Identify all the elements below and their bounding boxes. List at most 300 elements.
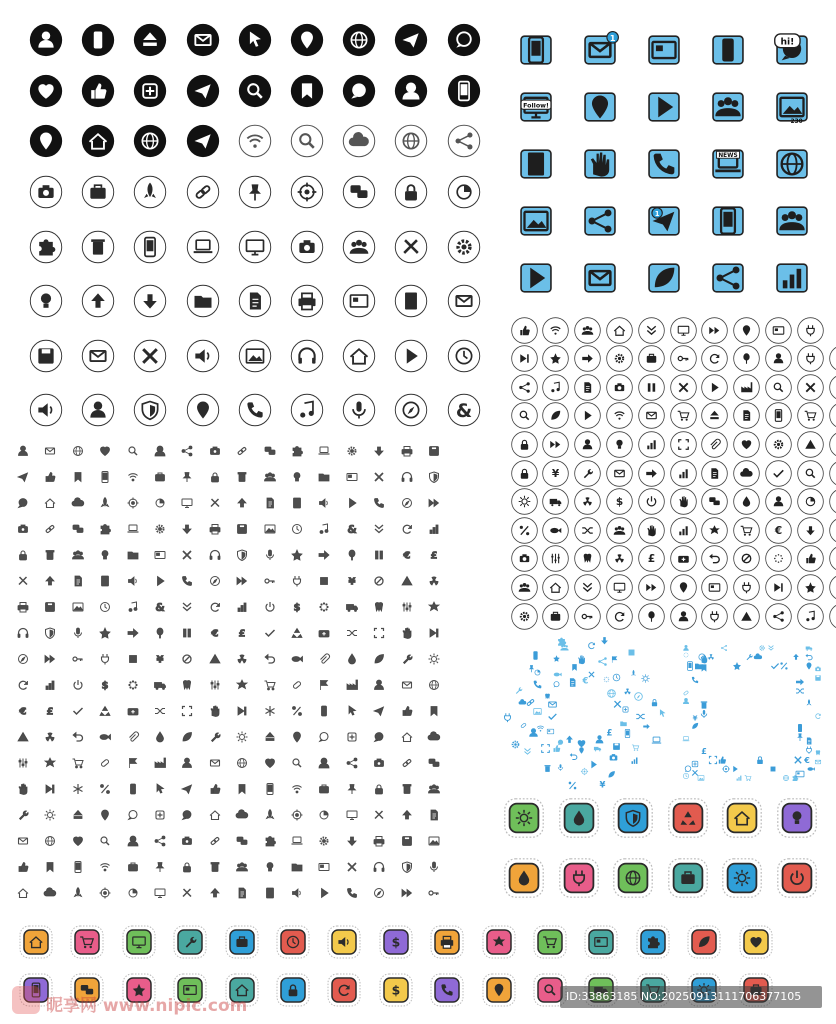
lock-icon — [394, 175, 428, 209]
compass-icon — [205, 571, 225, 591]
sticker-wrench-icon — [170, 922, 210, 962]
truck-icon — [342, 597, 362, 617]
cross-icon — [369, 467, 389, 487]
home-icon — [81, 124, 115, 158]
star6-icon — [424, 597, 444, 617]
cluster-round-yen-icon — [594, 776, 611, 793]
mail-icon — [205, 753, 225, 773]
save-icon — [29, 339, 63, 373]
pound-icon — [424, 545, 444, 565]
svg-text:£: £ — [606, 728, 613, 739]
cloud-icon — [424, 727, 444, 747]
monitor-icon — [150, 883, 170, 903]
round-recycle-icon — [829, 460, 836, 487]
round-pie-icon — [797, 488, 824, 515]
cluster-square-doc-icon — [802, 734, 816, 748]
round-cloud-icon — [733, 460, 760, 487]
flat-laptop-icon — [705, 141, 751, 187]
compass-icon — [369, 883, 389, 903]
avatar-icon — [150, 441, 170, 461]
round-camera-icon — [511, 545, 538, 572]
svg-text:&: & — [155, 601, 165, 614]
globe-icon — [133, 124, 167, 158]
eject-icon — [68, 805, 88, 825]
round-euro-icon — [765, 517, 792, 544]
mail-icon — [186, 23, 220, 57]
round-cart-icon — [797, 402, 824, 429]
euro-icon — [13, 701, 33, 721]
round-camera-icon — [606, 374, 633, 401]
svg-text:€: € — [403, 550, 411, 562]
svg-text:&: & — [455, 400, 472, 422]
gear-icon — [342, 441, 362, 461]
bag-icon — [150, 467, 170, 487]
sticker-dollar-icon — [376, 970, 416, 1010]
mail-icon — [447, 284, 481, 318]
printer-icon — [397, 441, 417, 461]
thumbtack-icon — [177, 467, 197, 487]
blue-icon-cluster-circle — [500, 632, 670, 792]
tree-icon — [342, 545, 362, 565]
svg-text:hi!: hi! — [780, 36, 795, 48]
refresh-icon — [205, 597, 225, 617]
pie-icon — [123, 883, 143, 903]
round-forward-icon — [638, 574, 665, 601]
pound-icon — [40, 701, 60, 721]
target-icon — [287, 805, 307, 825]
round-play-icon — [701, 374, 728, 401]
folder-icon — [123, 545, 143, 565]
tools-icon — [13, 571, 33, 591]
sticker-bulb-icon — [773, 794, 821, 842]
round-truck-icon — [542, 488, 569, 515]
puzzle-icon — [287, 441, 307, 461]
cluster-round-hand-icon — [573, 651, 590, 668]
round-play-icon — [574, 402, 601, 429]
sticker-drop-icon — [555, 794, 603, 842]
euro-icon — [397, 545, 417, 565]
expand-icon — [177, 701, 197, 721]
hand-icon — [205, 701, 225, 721]
round-pin-icon — [670, 574, 697, 601]
round-medkit-icon — [670, 545, 697, 572]
image-id-label: ID:33863185 NO:20250913111706377105 — [566, 990, 802, 1003]
shield-icon — [397, 857, 417, 877]
check-icon — [68, 701, 88, 721]
svg-text:¥: ¥ — [552, 467, 560, 480]
svg-text:¥: ¥ — [156, 654, 164, 666]
round-doc-icon — [733, 402, 760, 429]
book-icon — [394, 284, 428, 318]
round-wifi-icon — [606, 402, 633, 429]
round-lock-icon — [511, 460, 538, 487]
sticker-bag-icon — [664, 854, 712, 902]
round-undo-icon — [701, 545, 728, 572]
flat-group-icon — [769, 198, 815, 244]
cluster-square-globe-icon — [780, 772, 792, 784]
sticker-lock-icon — [273, 970, 313, 1010]
round-share-icon — [765, 603, 792, 630]
save-icon — [424, 441, 444, 461]
flat-leaf-icon — [641, 255, 687, 301]
sliders-icon — [205, 675, 225, 695]
headphones-icon — [397, 467, 417, 487]
save-icon — [397, 831, 417, 851]
sliders-icon — [397, 597, 417, 617]
flat-mobile-icon — [513, 27, 559, 73]
drop-icon — [150, 727, 170, 747]
send-icon — [186, 124, 220, 158]
sticker-cart-icon — [530, 922, 570, 962]
cluster-round-bubble-icon — [554, 736, 567, 749]
forward-icon — [424, 493, 444, 513]
cluster-square-image-icon — [695, 772, 707, 784]
monitor-icon — [238, 230, 272, 264]
round-triangle-icon — [829, 345, 836, 372]
folder-icon — [186, 284, 220, 318]
nuclear-icon — [232, 649, 252, 669]
cart-icon — [260, 675, 280, 695]
round-tree-icon — [733, 345, 760, 372]
skip-icon — [40, 779, 60, 799]
rocket-icon — [68, 883, 88, 903]
shield-icon — [40, 623, 60, 643]
snow-icon — [68, 779, 88, 799]
book-icon — [260, 883, 280, 903]
skip-icon — [232, 701, 252, 721]
laptop-icon — [287, 831, 307, 851]
round-chevrons-icon — [638, 317, 665, 344]
svg-text:$: $ — [391, 934, 401, 950]
headphones-icon — [13, 623, 33, 643]
mic-icon — [424, 857, 444, 877]
target-icon — [95, 883, 115, 903]
round-snow-icon — [829, 517, 836, 544]
round-card-icon — [701, 574, 728, 601]
compass-icon — [394, 393, 428, 427]
fish-icon — [95, 727, 115, 747]
sticker-drop-icon — [500, 854, 548, 902]
cluster-square-clock-icon — [680, 770, 692, 782]
sticker-bag-icon — [222, 922, 262, 962]
laptop-icon — [186, 230, 220, 264]
leaf-icon — [177, 727, 197, 747]
blue-flat-icon-grid — [498, 20, 836, 300]
group-icon — [260, 467, 280, 487]
round-hand-icon — [638, 517, 665, 544]
refresh-icon — [13, 675, 33, 695]
chats-icon — [342, 175, 376, 209]
avatar-icon — [123, 831, 143, 851]
shuffle-icon — [150, 701, 170, 721]
round-pin-icon — [733, 317, 760, 344]
cluster-square-wrench-icon — [742, 650, 756, 664]
image-icon — [238, 339, 272, 373]
wifi-icon — [95, 857, 115, 877]
solid-icon-grid — [0, 0, 490, 170]
round-paperclip-icon — [701, 431, 728, 458]
thumb-icon — [13, 857, 33, 877]
sticker-sun-icon — [718, 854, 766, 902]
group-icon — [68, 545, 88, 565]
avatar-icon — [394, 74, 428, 108]
up-icon — [205, 883, 225, 903]
round-dots-icon — [765, 545, 792, 572]
sticker-leaf-icon — [684, 922, 724, 962]
printer-icon — [369, 831, 389, 851]
up-icon — [232, 493, 252, 513]
factory-icon — [150, 753, 170, 773]
cluster-round-fish-icon — [550, 667, 565, 682]
avatar-icon — [314, 753, 334, 773]
cluster-square-yen-icon — [688, 711, 702, 725]
doc-icon — [260, 493, 280, 513]
round-barchart-icon — [670, 517, 697, 544]
home-icon — [342, 339, 376, 373]
cluster-round-phone-icon — [527, 647, 544, 664]
round-cart-icon — [670, 402, 697, 429]
flat-phone-icon — [705, 27, 751, 73]
nipic-logo-mark — [12, 986, 40, 1014]
forward-icon — [232, 571, 252, 591]
gear-icon — [150, 519, 170, 539]
expand-icon — [369, 623, 389, 643]
fish-icon — [287, 649, 307, 669]
flat-barchart-icon — [769, 255, 815, 301]
eject-icon — [133, 23, 167, 57]
cluster-round-cross-icon — [585, 668, 598, 681]
printer-icon — [290, 284, 324, 318]
trash-icon — [232, 467, 252, 487]
laptop-icon — [123, 519, 143, 539]
round-wrench-icon — [574, 460, 601, 487]
save-icon — [40, 597, 60, 617]
triangle-icon — [13, 727, 33, 747]
cluster-round-tooth-icon — [541, 690, 554, 703]
globe-icon — [424, 675, 444, 695]
svg-text:&: & — [347, 523, 357, 536]
round-doc-icon — [829, 603, 836, 630]
bubble-icon — [13, 493, 33, 513]
mobile-icon — [95, 467, 115, 487]
dollar-icon — [95, 675, 115, 695]
mail-icon — [13, 831, 33, 851]
round-cross-icon — [670, 374, 697, 401]
plus-icon — [150, 805, 170, 825]
round-bag-icon — [542, 603, 569, 630]
round-triangle-icon — [797, 431, 824, 458]
recycle-icon — [287, 623, 307, 643]
sticker-home-icon — [718, 794, 766, 842]
shield-icon — [424, 467, 444, 487]
svg-text:€: € — [582, 676, 589, 687]
hand-icon — [397, 623, 417, 643]
round-thumb-icon — [511, 317, 538, 344]
doc-icon — [232, 883, 252, 903]
cluster-round-globe-icon — [603, 685, 620, 702]
camera-icon — [29, 175, 63, 209]
svg-text:1: 1 — [654, 209, 660, 218]
round-star-icon — [797, 574, 824, 601]
card-icon — [314, 857, 334, 877]
round-triangle-icon — [733, 603, 760, 630]
round-refresh-icon — [701, 345, 728, 372]
sticker-icon-grid-top — [498, 792, 836, 914]
nuclear-icon — [424, 571, 444, 591]
globe-icon — [342, 23, 376, 57]
send-icon — [186, 74, 220, 108]
round-plug-icon — [733, 574, 760, 601]
heart-icon — [68, 831, 88, 851]
round-mail-icon — [638, 402, 665, 429]
cluster-round-stop-icon — [623, 644, 640, 661]
cross-icon — [133, 339, 167, 373]
home-icon — [397, 727, 417, 747]
cross-icon — [177, 545, 197, 565]
round-group-icon — [574, 317, 601, 344]
leaf-icon — [369, 649, 389, 669]
printer-icon — [205, 519, 225, 539]
mic-icon — [68, 623, 88, 643]
lock-icon — [205, 467, 225, 487]
flat-mobile-icon — [705, 198, 751, 244]
thumb-icon — [40, 467, 60, 487]
round-user-icon — [574, 431, 601, 458]
round-skip-icon — [765, 574, 792, 601]
stop-icon — [123, 649, 143, 669]
cluster-round-cursor-icon — [654, 705, 671, 722]
cloud-icon — [232, 805, 252, 825]
ban-icon — [369, 571, 389, 591]
sticker-puzzle-icon — [633, 922, 673, 962]
sticker-pin-icon — [479, 970, 519, 1010]
cluster-round-pill-icon — [517, 719, 530, 732]
sticker-call-icon — [427, 970, 467, 1010]
undo-icon — [260, 649, 280, 669]
svg-text:$: $ — [293, 602, 301, 614]
cluster-round-clock-icon — [609, 670, 624, 685]
laptop-icon — [314, 441, 334, 461]
tree-icon — [150, 623, 170, 643]
paperclip-icon — [123, 727, 143, 747]
user-icon — [369, 675, 389, 695]
round-factory-icon — [733, 374, 760, 401]
svg-text:€: € — [19, 706, 27, 718]
image-icon — [424, 831, 444, 851]
clock-icon — [95, 597, 115, 617]
cluster-round-wifi-icon — [533, 721, 548, 736]
percent-icon — [287, 701, 307, 721]
yen-icon — [150, 649, 170, 669]
round-group-icon — [511, 574, 538, 601]
shuffle-icon — [342, 623, 362, 643]
snow-icon — [260, 701, 280, 721]
bag-icon — [81, 175, 115, 209]
group-icon — [232, 857, 252, 877]
up-icon — [397, 805, 417, 825]
round-check-icon — [765, 460, 792, 487]
call-icon — [177, 571, 197, 591]
speaker-icon — [314, 493, 334, 513]
trash-icon — [205, 857, 225, 877]
sticker-star6-icon — [479, 922, 519, 962]
plug-icon — [287, 571, 307, 591]
round-down-icon — [797, 517, 824, 544]
round-mobile-icon — [765, 402, 792, 429]
user-icon — [177, 753, 197, 773]
call-icon — [342, 883, 362, 903]
cluster-square-laptop-icon — [680, 733, 692, 745]
round-tooth-icon — [574, 545, 601, 572]
puzzle-icon — [260, 831, 280, 851]
round-sliders-icon — [542, 545, 569, 572]
round-arrowR-icon — [829, 574, 836, 601]
home-icon — [40, 493, 60, 513]
lock-icon — [369, 779, 389, 799]
sticker-clock-icon — [273, 922, 313, 962]
forward-icon — [397, 883, 417, 903]
down-icon — [133, 284, 167, 318]
cluster-round-pound-icon — [601, 724, 618, 741]
play-icon — [314, 883, 334, 903]
globe-icon — [68, 441, 88, 461]
pin-icon — [287, 727, 307, 747]
tooth-icon — [369, 597, 389, 617]
mail-icon — [40, 441, 60, 461]
cluster-square-camera-icon — [812, 663, 824, 675]
round-search-icon — [797, 460, 824, 487]
cloud-icon — [40, 883, 60, 903]
note-icon — [290, 393, 324, 427]
bulb-icon — [260, 857, 280, 877]
round-skip-icon — [511, 345, 538, 372]
lock-icon — [177, 857, 197, 877]
flat-hand-icon — [577, 141, 623, 187]
paperclip-icon — [314, 649, 334, 669]
cluster-square-stop-icon — [766, 762, 780, 776]
mobile-icon — [447, 74, 481, 108]
share-icon — [447, 124, 481, 158]
chats-icon — [232, 831, 252, 851]
wrench-icon — [205, 727, 225, 747]
svg-text:¥: ¥ — [348, 576, 356, 588]
round-chats-icon — [701, 488, 728, 515]
cluster-round-trash-icon — [540, 761, 555, 776]
save-icon — [232, 519, 252, 539]
amp-icon — [150, 597, 170, 617]
speaker-icon — [186, 339, 220, 373]
cluster-square-rocket-icon — [802, 696, 816, 710]
cluster-round-pie-icon — [531, 666, 544, 679]
pin-icon — [29, 124, 63, 158]
key-icon — [260, 571, 280, 591]
svg-text:1: 1 — [609, 33, 616, 43]
round-plug-icon — [797, 345, 824, 372]
dollar-icon — [287, 597, 307, 617]
bulb-icon — [95, 545, 115, 565]
card-icon — [342, 284, 376, 318]
round-cross-icon — [797, 374, 824, 401]
flag-icon — [123, 753, 143, 773]
round-share-icon — [511, 374, 538, 401]
flat-mail-icon — [577, 255, 623, 301]
round-user-icon — [765, 488, 792, 515]
wifi-icon — [238, 124, 272, 158]
down-icon — [369, 441, 389, 461]
flat-share-icon — [577, 198, 623, 244]
user-icon — [81, 393, 115, 427]
round-doc-icon — [574, 374, 601, 401]
